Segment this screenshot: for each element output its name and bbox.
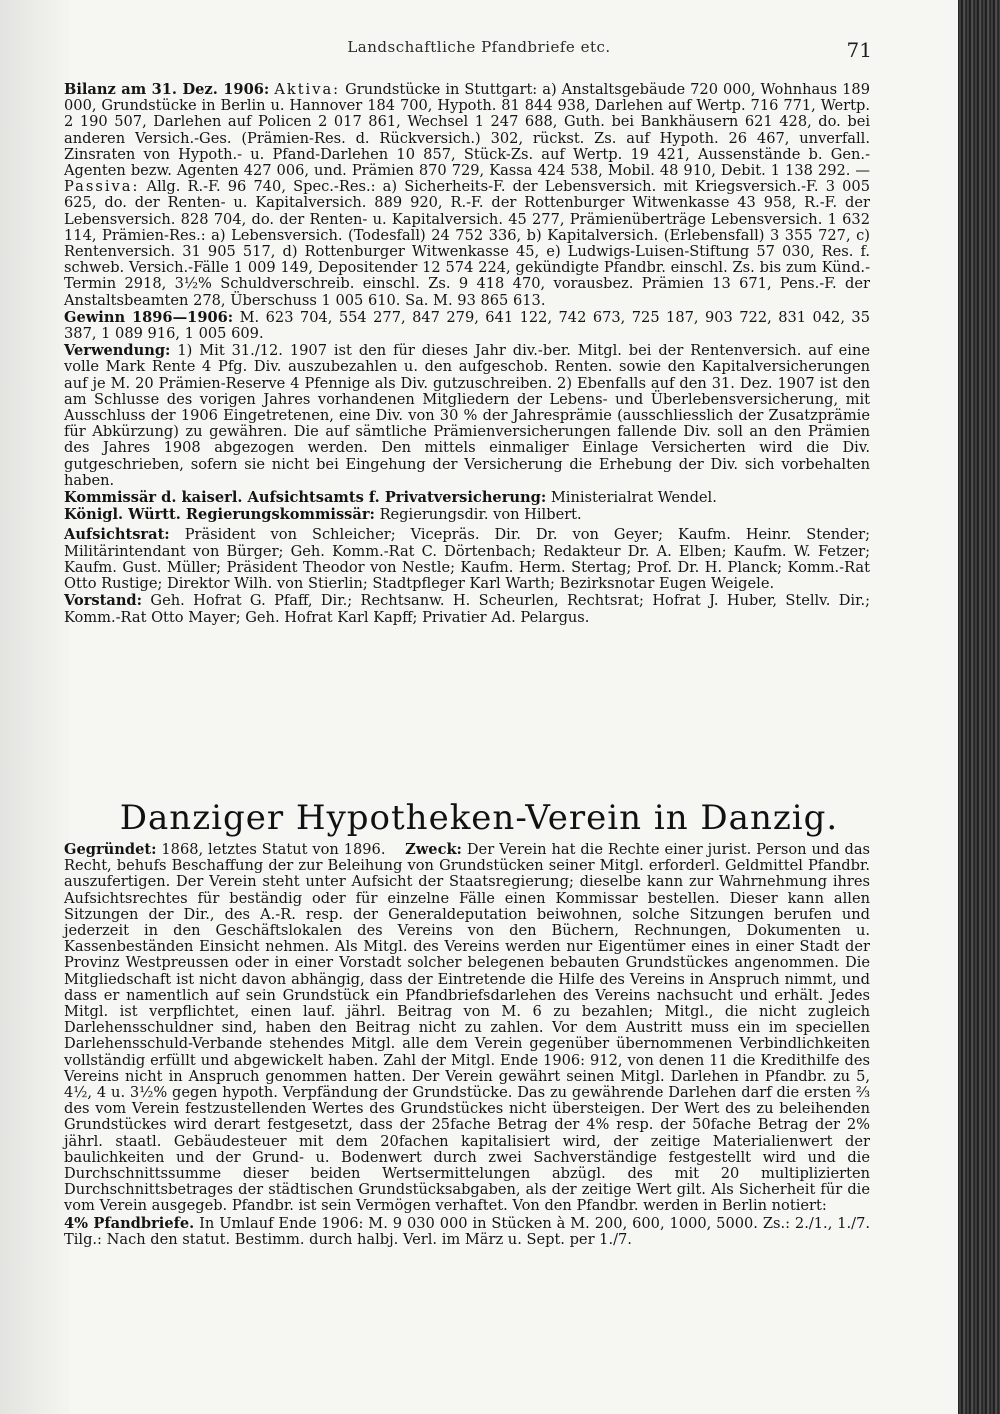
aktiva-label: Aktiva:: [274, 81, 341, 98]
passiva-text: Allg. R.-F. 96 740, Spec.-Res.: a) Sicherheits-F. der Lebensversich. mit Kriegsversich.-F. 3 005 625, do. der Renten- u. Kapitalversich. 889 920, R.-F. der Rottenburger Witwenkasse 43 958, R.-F. der Lebensversich. 828 704, do. der Renten- u. Kapitalversich. 45 277, Prämienüberträge Lebensversich. 1 632 114, Prämien-Res.: a) Lebensversich. (Todesfall) 24 752 336, b) Kapitalversich. (Erlebensfall) 3 355 727, c) Rentenversich. 31 905 517, d) Rottenburger Witwenkasse 45, e) Ludwigs-Luisen-Stiftung 57 030, Res. f. schweb. Versich.-Fälle 1 009 149, Depositender 12 574 224, gekündigte Pfandbr. einschl. Zs. bis zum Künd.-Termin 2918, 3½% Schuldverschreib. einschl. Zs. 9 418 470, vorausbez. Prämien 13 671, Pens.-F. der Anstaltsbeamten 278, Überschuss 1 005 610. Sa. M. 93 865 613.: [64, 178, 870, 309]
verwendung-label: Verwendung:: [64, 342, 171, 360]
bilanz-text: Grundstücke in Stuttgart: a) Anstaltsgebäude 720 000, Wohnhaus 189 000, Grundstücke in Berlin u. Hannover 184 700, Hypoth. 81 844 938, Darlehen auf Wertp. 716 771, Wertp. 2 190 507, Darlehen auf Policen 2 017 861, Wechsel 1 247 688, Guth. bei Bankhäusern 621 428, do. bei anderen Versich.-Ges. (Prämien-Res. d. Rückversich.) 302, rückst. Zs. auf Hypoth. 26 467, unverfall. Zinsraten von Hypoth.- u. Pfand-Darlehen 10 857, Stück-Zs. auf Wertp. 19 421, Aussenstände b. Gen.-Agenten bezw. Agenten 427 006, und. Prämien 870 729, Kassa 424 538, Mobil. 48 910, Debit. 1 138 292. —: [64, 81, 870, 180]
aufsichtsrat-text: Präsident von Schleicher; Vicepräs. Dir. Dr. von Geyer; Kaufm. Heinr. Stender; Militärintendant von Bürger; Geh. Komm.-Rat C. Dörtenbach; Redakteur Dr. A. Elben; Kaufm. W. Fetzer; Kaufm. Gust. Müller; Präsident Theodor von Nestle; Kaufm. Herm. Stertag; Prof. Dr. H. Planck; Komm.-Rat Otto Rustige; Direktor Wilh. von Stierlin; Stadtpfleger Karl Warth; Bezirksnotar Eugen Weigele.: [64, 526, 870, 593]
bilanz-paragraph: [64, 82, 870, 309]
pfandbriefe-label: 4% Pfandbriefe.: [64, 1214, 195, 1232]
vorstand-text: Geh. Hofrat G. Pfaff, Dir.; Rechtsanw. H. Scheurlen, Rechtsrat; Hofrat J. Huber, Stellv. Dir.; Komm.-Rat Otto Mayer; Geh. Hofrat Karl Kapff; Privatier Ad. Pelargus.: [64, 592, 870, 626]
book-binding: [958, 0, 1000, 1414]
page-gutter-shadow: [0, 0, 70, 1414]
gegruendet-zweck-paragraph: [64, 842, 870, 1215]
bilanz-label: Bilanz am 31. Dez. 1906:: [64, 81, 270, 98]
kommissaer-text: Ministerialrat Wendel.: [550, 489, 717, 507]
running-header: Landschaftliche Pfandbriefe etc.: [347, 38, 611, 56]
passiva-label: Passiva:: [64, 178, 140, 196]
section-title: Danziger Hypotheken-Verein in Danzig.: [119, 798, 839, 838]
gegruendet-label: Gegründet:: [64, 841, 157, 858]
regierung-paragraph: [64, 507, 870, 523]
gegruendet-text: 1868, letztes Statut von 1896.: [161, 841, 386, 858]
verwendung-text: 1) Mit 31./12. 1907 ist den für dieses Jahr div.-ber. Mitgl. bei der Rentenversich. auf eine volle Mark Rente 4 Pfg. Div. auszubezahlen u. den aufgeschob. Renten. sowie den Kapitalversicherungen auf je M. 20 Prämien-Reserve 4 Pfennige als Div. gutzuschreiben. 2) Ebenfalls auf den 31. Dez. 1907 ist den am Schlusse des vorigen Jahres vorhandenen Mitgliedern der Lebens- und Überlebensversicherung, mit Ausschluss der 1906 Eingetretenen, eine Div. von 30 % der Jahresprämie (ausschliesslich der Zusatzprämie für Abkürzung) zu gewähren. Die auf sämtliche Prämienversicherungen fallende Div. soll an den Prämien des Jahres 1908 abgezogen werden. Den mittels einmaliger Einlage Versicherten wird die Div. gutgeschrieben, sofern sie nicht bei Eingehung der Versicherung die Erhebung der Div. sich vorbehalten haben.: [64, 342, 870, 489]
pfandbriefe-text: In Umlauf Ende 1906: M. 9 030 000 in Stücken à M. 200, 600, 1000, 5000. Zs.: 2./1., 1./7. Tilg.: Nach den statut. Bestimm. durch halbj. Verl. im März u. Sept. per 1./7.: [64, 1214, 870, 1248]
gewinn-paragraph: [64, 310, 870, 342]
aufsichtsrat-paragraph: [64, 527, 870, 592]
vorstand-label: Vorstand:: [64, 592, 143, 610]
aufsichtsrat-label: Aufsichtsrat:: [64, 526, 170, 544]
kommissaer-paragraph: [64, 490, 870, 506]
zweck-label: Zweck:: [405, 841, 462, 858]
gewinn-text: M. 623 704, 554 277, 847 279, 641 122, 742 673, 725 187, 903 722, 831 042, 35 387, 1 089 916, 1 005 609.: [64, 308, 870, 343]
kommissaer-label: Kommissär d. kaiserl. Aufsichtsamts f. Privatversicherung:: [64, 489, 547, 507]
zweck-text: Der Verein hat die Rechte einer jurist. Person und das Recht, behufs Beschaffung der zur Beleihung von Grundstücken seiner Mitgl. erforderl. Geldmittel Pfandbr. auszufertigen. Der Verein steht unter Aufsicht der Staatsregierung; dieselbe kann zur Wahrnehmung ihres Aufsichtsrechtes für beständig oder für einzelne Fälle einen Kommissar bestellen. Dieser kann allen Sitzungen der Dir., des A.-R. resp. der Generaldeputation beiwohnen, solche Sitzungen berufen und jederzeit in den Geschäftslokalen des Vereins von den Büchern, Rechnungen, Dokumenten u. Kassenbeständen Einsicht nehmen. Als Mitgl. des Vereins werden nur Eigentümer eines in einer Stadt der Provinz Westpreussen oder in einer Vorstadt solcher belegenen bebauten Grundstückes angenommen. Die Mitgliedschaft ist nicht davon abhängig, dass der Eintretende die Hilfe des Vereins in Anspruch nimmt, und dass er namentlich auf sein Grundstück ein Pfandbriefsdarlehen des Vereins nachsucht und erhält. Jedes Mitgl. ist verpflichtet, einen lauf. jährl. Beitrag von M. 6 zu bezahlen; Mitgl., die nicht zugleich Darlehensschuldner sind, haben den Beitrag nicht zu zahlen. Vor dem Austritt muss ein im speciellen Darlehensschuld-Verbande stehendes Mitgl. alle dem Verein gegenüber übernommenen Verbindlichkeiten vollständig erfüllt und abgewickelt haben. Zahl der Mitgl. Ende 1906: 912, von denen 11 die Kredithilfe des Vereins nicht in Anspruch genommen hatten. Der Verein gewährt seinen Mitgl. Darlehen in Pfandbr. zu 5, 4½, 4 u. 3½% gegen hypoth. Verpfändung der Grundstücke. Das zu gewährende Darlehen darf die ersten ⅔ des vom Verein festzustellenden Wertes des Grundstückes nicht übersteigen. Der Wert des zu beleihenden Grundstückes wird derart festgesetzt, dass der 25fache Betrag der 4% resp. der 50fache Betrag der 2% jährl. staatl. Gebäudesteuer mit dem 20fachen kapitalisiert wird, der zeitige Materialienwert der baulichkeiten und der Grund- u. Bodenwert durch zwei Sachverständige festgestellt wird und die Durchschnittssumme dieser beiden Wertsermittelungen abzügl. des mit 20 multiplizierten Durchschnittsbetrages der städtischen Grundstücksabgaben, als der zeitige Wert gilt. Als Sicherheit für die vom Verein ausgegeb. Pfandbr. ist sein Vermögen verhaftet. Von den Pfandbr. werden in Berlin notiert:: [64, 841, 871, 1215]
page-number: 71: [846, 38, 872, 62]
danzig-text-block: [64, 842, 870, 1249]
gewinn-label: Gewinn 1896—1906:: [64, 308, 234, 326]
upper-text-block: [64, 82, 870, 627]
regierung-label: Königl. Württ. Regierungskommissär:: [64, 506, 375, 524]
vorstand-paragraph: [64, 593, 870, 625]
verwendung-paragraph: [64, 343, 870, 489]
regierung-text: Regierungsdir. von Hilbert.: [379, 506, 582, 524]
pfandbriefe-paragraph: [64, 1216, 870, 1248]
